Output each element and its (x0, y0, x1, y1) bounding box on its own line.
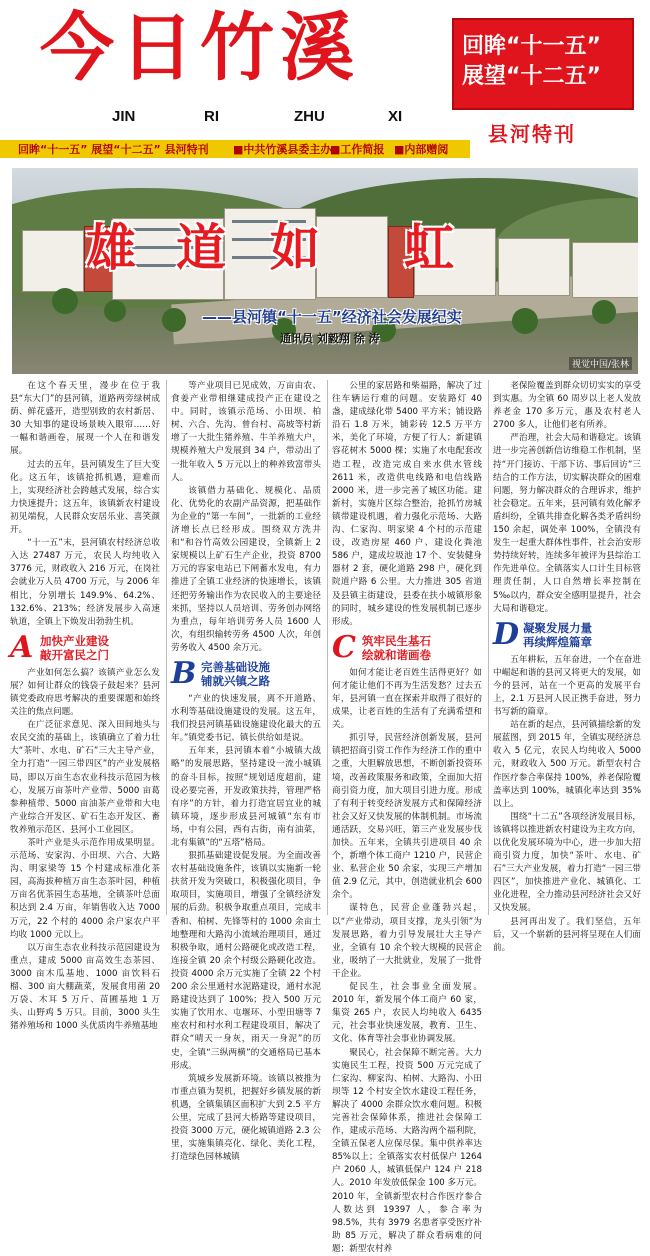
section-letter: A (10, 633, 33, 663)
photo-credit: 视觉中国/张林 (569, 357, 632, 370)
pinyin-ri: RI (204, 108, 219, 125)
info-ribbon (0, 140, 470, 158)
paragraph: 在广泛征求意见、深入田间地头与农民交流的基础上，该镇确立了着力壮大“茶叶、水电、矿石”三大主导产业，全力打造“一园三带四区”的产业发展格局，即以万亩生态农业科技示范园为核心，发展万亩茶叶产业带、5000 亩葛参种植带、5000 亩油茶产业带和大电产业综合开发区、矿石生态开发区、畜牧养殖示范区、县河小工业园区。 (10, 719, 160, 837)
promo-box (452, 18, 634, 110)
paragraph: 该镇借力基础化、规模化、品质化、优势化的农副产品资源，把基础作为企业的“第一车间”，一批新的工业经济增长点已经形成。围绕双方洗井和“和谷竹高效公园建设，全镇新上 2 家规模以上矿石生产企业，投资 8700 万元的容家电站已下闸蓄水发电，有力推进了全镇工业经济的快速增长，该镇还把劳务输出作为农民收入的主要途径来抓，坚持以人员培训、劳务创办网络为重点，每年培训劳务人员 1600 人次，有组织输转劳务 4500 人次，年创劳务收入 4500 余万元。 (171, 485, 321, 655)
paragraph: 在这个春天里，漫步在位于我县“东大门”的县河镇，道路两旁绿树成荫、鲜花盛开，造型别致的农村新居、30 大知事的建设场景映入眼帘……好一幅和谐画卷，展现一个人在和谐发展。 (10, 380, 160, 459)
section-title-line: 凝聚发展力量 (523, 622, 592, 635)
article-column-4 (493, 380, 641, 955)
byline: 通讯员 刘毅翔 徐 涛 (280, 330, 380, 346)
paragraph: 筑城乡发展新环境。该镇以被推为市重点镇为契机，把握好乡镇发展的新机遇，全镇集镇区面积扩大到 2.5 平方公里，完成了县河大桥路等建设项目，投资 3000 万元，硬化城镇道路 2.3 公里，实施集镇亮化、绿化、美化工程，打造绿色园林城镇 (171, 1073, 321, 1165)
ribbon-item: ■中共竹溪县委主办 (233, 141, 331, 157)
article-column-2 (171, 380, 321, 1164)
paragraph: “十一五”末，县河镇农村经济总收入达 27487 万元，农民人均纯收入 3776 元，财政收入 216 万元，在岗社会就业万人员 4700 万元，与 2006 年相比，分别增长 149.9%、64.2%、132.6%、213%；经济发展步入高速轨道，全镇上下焕发出勃勃生机。 (10, 537, 160, 629)
section-letter: B (171, 659, 196, 689)
paragraph: 公里的家居路和柴福路，解决了过往车辆运行难的问题。安装路灯 40 盏，建成绿化带 5400 平方米；铺设路沿石 1.8 万米，铺彩砖 12.5 万平方米，美化了环境，方便了行人；新建镇容花树木 5000 棵；实施了水电配套改造工程，改造完成自来水供水管线 2611 米，改造供电线路和电信线路 2000 米，进一步完善了城区功能。建新村，实施片区综合整治，抢抓竹房城镇带建设机遇，着力强化示范场、大路沟、仁家沟、明家梁 4 个村的示范建设，改造房屋 460 户、建设化粪池 586 户，建成垃圾池 17 个、安装健身器材 2 套，硬化道路 298 户，硬化到院道户路 6 公里。大力推进 305 省道及县镇主街建设，县委在扶小城镇形象的同时，城乡建设的性发展机制已逐步形成。 (332, 380, 482, 629)
section-heading-a (10, 633, 160, 663)
section-title-line: 加快产业建设 (40, 635, 109, 648)
paragraph: “产业的快速发展，离不开道路、水利等基础设施建设的发展。这五年，我们投县河镇基础设施建设化最大的五年。”镇党委书记、镇长供给如是说。 (171, 693, 321, 745)
paragraph: 抓引导，民营经济创新发展，县河镇把招商引资工作作为经济工作的重中之重，大胆解放思想，不断创新投资环境，改善政策服务和政策，全面加大招商引资力度，加大项目引进力度。形成了有利于转变经济发展方式和保障经济社会又好又快发展的体制机制。市场流通活跃，交易兴旺，第三产业发展步伐加快。五年来，全镇共引进项目 40 余个，新增个体工商户 1210 户，民营企业、私营企业 50 余家，实现三产增加值 2.9 亿元，其中，创造就业机会 600 余个。 (332, 732, 482, 902)
promo-line-1: 回眸“十一五” (454, 32, 632, 62)
section-title-line: 敲开富民之门 (40, 649, 109, 662)
paragraph: 五年耕耘，五年奋进，一个在奋进中崛起和谐的县河又将更大的发展，如今的县河，站在一个更高的发展平台上，2.1 万县河人民正携手奋进，努力书写新的篇章。 (493, 654, 641, 719)
column-divider (488, 380, 489, 915)
section-letter: D (493, 620, 519, 650)
column-divider (166, 380, 167, 915)
headline-char: 如 (270, 218, 320, 278)
ribbon-item: ■工作简报 (330, 141, 384, 157)
paragraph: 以万亩生态农业科技示范园建设为重点，建成 5000 亩高效生态茶园、3000 亩木瓜基地、1000 亩饮料石榴、300 亩大棚蔬菜，发展食用菌 20 万袋、木耳 5 万斤、苗圃基地 1 万头、山野鸡 5 万只。目前，3000 头生猪养殖场和 1000 头优质肉牛养殖基地 (10, 942, 160, 1034)
section-heading-b (171, 659, 321, 689)
paragraph: 五年来，县河镇本着“小城镇大战略”的发展思路，坚持建设一流小城镇的奋斗目标，按照“规划适度超前，建设必要完善，开发政策扶持，管理严格有序”的方针，着力打造宜居宜业的城镇环境，逐步形成县河城镇“东有市场，中有公园，西有古街，南有油菜，北有集镇”的“五塔”格局。 (171, 745, 321, 850)
promo-line-2: 展望“十二五” (454, 62, 632, 92)
article-column-1 (10, 380, 160, 1033)
paragraph: 促民生，社会事业全面发展。2010 年，新发展个体工商户 60 家，集资 265 户，农民人均纯收入 6435 元，社会事业快速发展，教育、卫生、文化、体育等社会事业协调发展。 (332, 981, 482, 1046)
paragraph: 谋特色，民营企业蓬勃兴起，以“产业带动，项目支撑，龙头引领”为发展思路，着力引导发展壮大主导产业，全镇有 10 余个较大规模的民营企业，吸纳了一大批就业，发展了一批骨干企业。 (332, 902, 482, 981)
pinyin-xi: XI (388, 108, 402, 125)
article-column-3 (332, 380, 482, 1256)
section-letter: C (332, 633, 356, 663)
special-issue-label: 县河特刊 (488, 118, 576, 147)
section-title-line: 筑牢民生基石 (362, 635, 431, 648)
paragraph: 过去的五年，县河镇发生了巨大变化。这五年，该镇抢抓机遇，迎难而上，实现经济社会跨越式发展，综合实力快速提升；这五年，该镇新农村建设初见端倪，人民群众安居乐业、喜笑颜开。 (10, 459, 160, 538)
headline-subtitle: ——县河镇“十一五”经济社会发展纪实 (202, 306, 462, 327)
section-heading-d (493, 620, 641, 650)
paragraph: 茶叶产业是头示范作用成果明显。示范场、安家沟、小田坝、六合、大路沟、明家梁等 15 个村建成标准化茶园，高海拔种植万亩生态茶叶园，种植万亩名优茶园生态基地，全镇茶叶总面积达到 2.4 万亩，年销售收入达 7000 万元，22 个村的 4000 余户家农户平均收 1000 元以上。 (10, 837, 160, 942)
headline-char: 道 (176, 218, 226, 278)
section-heading-c (332, 633, 482, 663)
section-title-line: 完善基础设施 (201, 661, 270, 674)
ribbon-item: 回眸“十一五” 展望“十二五” 县河特刊 (18, 141, 209, 157)
headline-char: 雄 (86, 218, 136, 278)
paragraph: 老保险覆盖到群众切切实实的享受到实惠。为全镇 60 周岁以上老人发放养老金 170 多万元，惠及农村老人 2700 多人，让他们老有所养。 (493, 380, 641, 432)
section-title-line: 再续辉煌篇章 (523, 636, 592, 649)
paragraph: 站在新的起点，县河镇描绘新的发展蓝图，到 2015 年，全镇实现经济总收入 5 亿元，农民人均纯收入 5000 元，财政收入 500 万元。新型农村合作医疗参合率保持 100%，养老保险覆盖率达到 100%，城镇化率达到 35%以上。 (493, 719, 641, 811)
paragraph: 狠抓基础建设促发展。为全面改善农村基础设施条件，该镇以实施新一轮扶贫开发为突破口，积极强化项目，争取项目，实施项目，增强了全镇经济发展的后劲。积极争取重点项目，完成丰香和、柏树、先锋等村的 1000 余亩土地整理和大路沟小流域治理项目，通过积极争取，通村公路硬化或改造工程，连接全镇 20 余个村级公路硬化改造。投资 4000 余万元实施了全镇 22 个村 200 余公里通村水泥路建设，通村水泥路建设达到了 100%；投入 500 万元实施了饮用水、屯堰环、小型田塘等 7 座农村和村水利工程建设项目，解决了群众“晴天一身灰，雨天一身泥”的历史，全镇“三纵两横”的交通格局已基本形成。 (171, 850, 321, 1073)
paragraph: 严治理，社会大局和谐稳定。该镇进一步完善创新信访维稳工作机制，坚持“开门接访、干部下访、事后回访”三结合的工作方法，切实解决群众的困难问题，努力解决群众的合理诉求，维护社会稳定。五年来，县河镇有效化解矛盾纠纷，全镇共排查化解各类矛盾纠纷 150 余起，调处率 100%，全镇没有发生一起重大群体性事件，社会治安形势持续好转，连续多年被评为县综治工作先进单位。全镇落实人口计生目标管理责任制，人口自然增长率控制在 5‰以内，群众安全感明显提升，社会大局和谐稳定。 (493, 432, 641, 615)
headline-char: 虹 (404, 218, 454, 278)
section-title-line: 绘就和谐画卷 (362, 649, 431, 662)
masthead (0, 0, 650, 140)
newspaper-title: 今日竹溪 (40, 8, 360, 88)
paragraph: 聚民心，社会保障不断完善。大力实施民生工程，投资 500 万元完成了仁家沟、柳家沟、柏树、大路沟、小田坝等 12 个村安全饮水建设工程任务，解决了 4000 余群众饮水难问题。积极完善社会保障体系，推进社会保障工作，建成示范场、大路沟两个福利院，全镇五保老人应保尽保。集中供养率达 85%以上；全镇落实农村低保户 1264 户 2060 人，城镇低保户 124 户 218 人。2010 年发放低保金 100 多万元。2010 年，全镇新型农村合作医疗参合人数达到 19397 人，参合率为 98.5%，共有 3979 名患者享受医疗补助 85 万元，解决了群众看病难的问题；新型农村养 (332, 1047, 482, 1256)
column-divider (327, 380, 328, 915)
paragraph: 产业如何怎么搞？该镇产业怎么发展？如何让群众的钱袋子鼓起来？县河镇党委政府思考解决的重要课题和始终关注的焦点问题。 (10, 667, 160, 719)
ribbon-item: ■内部赠阅 (394, 141, 448, 157)
section-title-line: 铺就兴镇之路 (201, 675, 270, 688)
paragraph: 等产业项目已见成效，万亩由农、食姜产业带相继建成投产正在建设之中。同时，该镇示范场、小田坝、柏树、六合、先沟、曾台村、高坡等村新增了一大批生猪养殖、牛羊养殖大户，规模养殖大户发展到 34 户，带动出了一批年收入 5 万元以上的种养致富带头人。 (171, 380, 321, 485)
paragraph: 如何才能让老百姓生活得更好？如何才能让他们不再为生活发愁？过去五年，县河镇一直在探索并取得了很好的成果，让老百姓的生活有了充满希望和关。 (332, 667, 482, 732)
pinyin-jin: JIN (112, 108, 135, 125)
paragraph: 围绕“十二五”各项经济发展目标，该镇将以推进新农村建设为主攻方向，以优化发展环境为中心，进一步加大招商引资力度，加快“茶叶、水电、矿石”三大产业发展，着力打造“一园三带四区”，加快推进产业化、城镇化、工业化进程，全力推动县河经济社会又好又快发展。 (493, 811, 641, 916)
pinyin-zhu: ZHU (294, 108, 325, 125)
paragraph: 县河再出发了。我们坚信，五年后，又一个崭新的县河将呈现在人们面前。 (493, 916, 641, 955)
